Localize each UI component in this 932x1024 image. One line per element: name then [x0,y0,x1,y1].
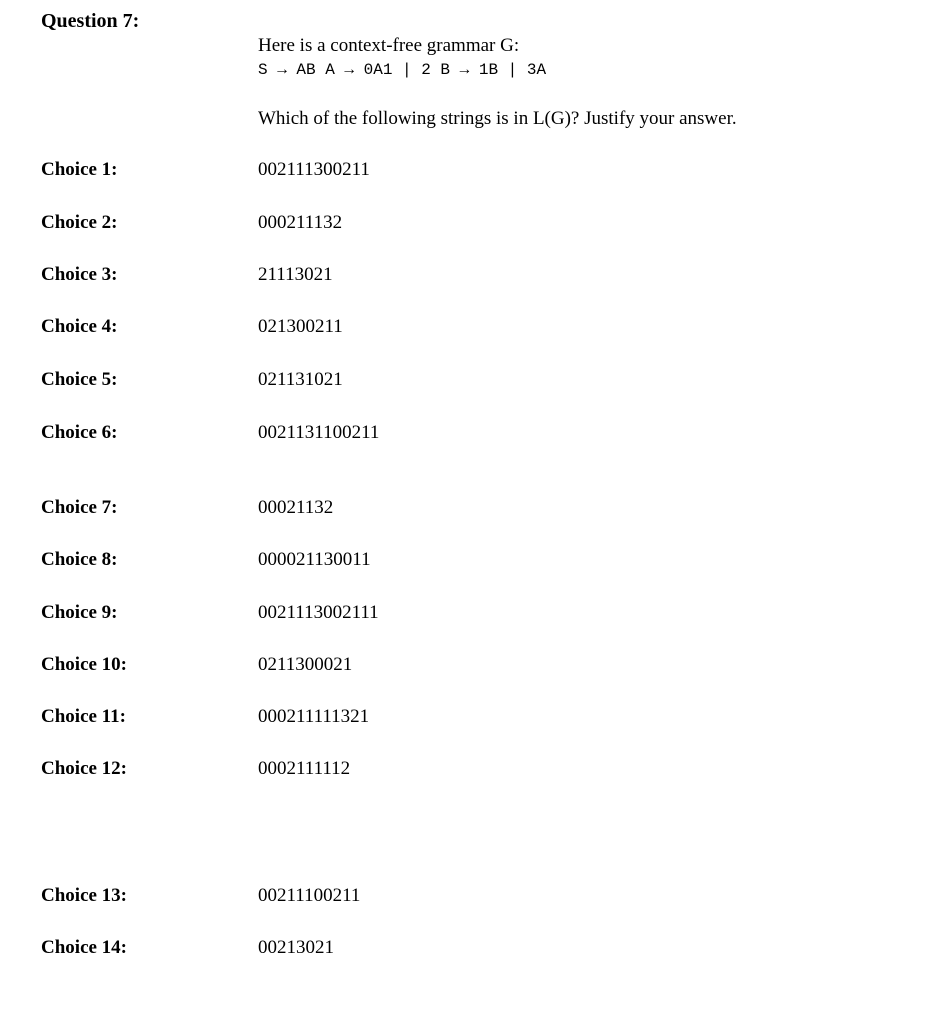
choice-row [0,548,932,574]
choice-label: Choice 10: [41,654,128,675]
choice-row [0,705,932,731]
choice-row [0,263,932,289]
choice-label: Choice 9: [41,602,118,623]
choice-string: 00211100211 [258,885,361,906]
choice-string: 021131021 [258,369,343,390]
choice-row [0,936,932,962]
choice-label: Choice 11: [41,706,126,727]
choice-label: Choice 14: [41,937,128,958]
choice-row [0,158,932,184]
choice-row [0,884,932,910]
choice-string: 021300211 [258,316,343,337]
choice-label: Choice 2: [41,212,118,233]
choice-row [0,496,932,522]
question-title: Question 7: [41,10,140,32]
choice-string: 21113021 [258,264,333,285]
choice-string: 000211132 [258,212,343,233]
choice-label: Choice 7: [41,497,118,518]
grammar-rules: S → AB A → 0A1 | 2 B → 1B | 3A [258,61,547,79]
choice-string: 0211300021 [258,654,353,675]
choice-label: Choice 4: [41,316,118,337]
choice-label: Choice 8: [41,549,118,570]
choice-string: 0002111112 [258,758,351,779]
choice-row [0,757,932,783]
question-prompt: Which of the following strings is in L(G)? Justify your answer. [258,108,737,129]
choice-label: Choice 12: [41,758,128,779]
choice-row [0,211,932,237]
choice-row [0,368,932,394]
choice-label: Choice 5: [41,369,118,390]
choice-label: Choice 3: [41,264,118,285]
choice-string: 000211111321 [258,706,370,727]
choice-row [0,421,932,447]
choice-string: 0021131100211 [258,422,380,443]
choice-row [0,653,932,679]
choice-label: Choice 13: [41,885,128,906]
question-intro: Here is a context-free grammar G: [258,35,520,56]
choice-row [0,601,932,627]
choice-label: Choice 1: [41,159,118,180]
choice-string: 00021132 [258,497,334,518]
choice-string: 000021130011 [258,549,371,570]
choice-string: 00213021 [258,937,334,958]
choice-string: 0021113002111 [258,602,379,623]
choice-string: 002111300211 [258,159,370,180]
choice-label: Choice 6: [41,422,118,443]
choice-row [0,315,932,341]
